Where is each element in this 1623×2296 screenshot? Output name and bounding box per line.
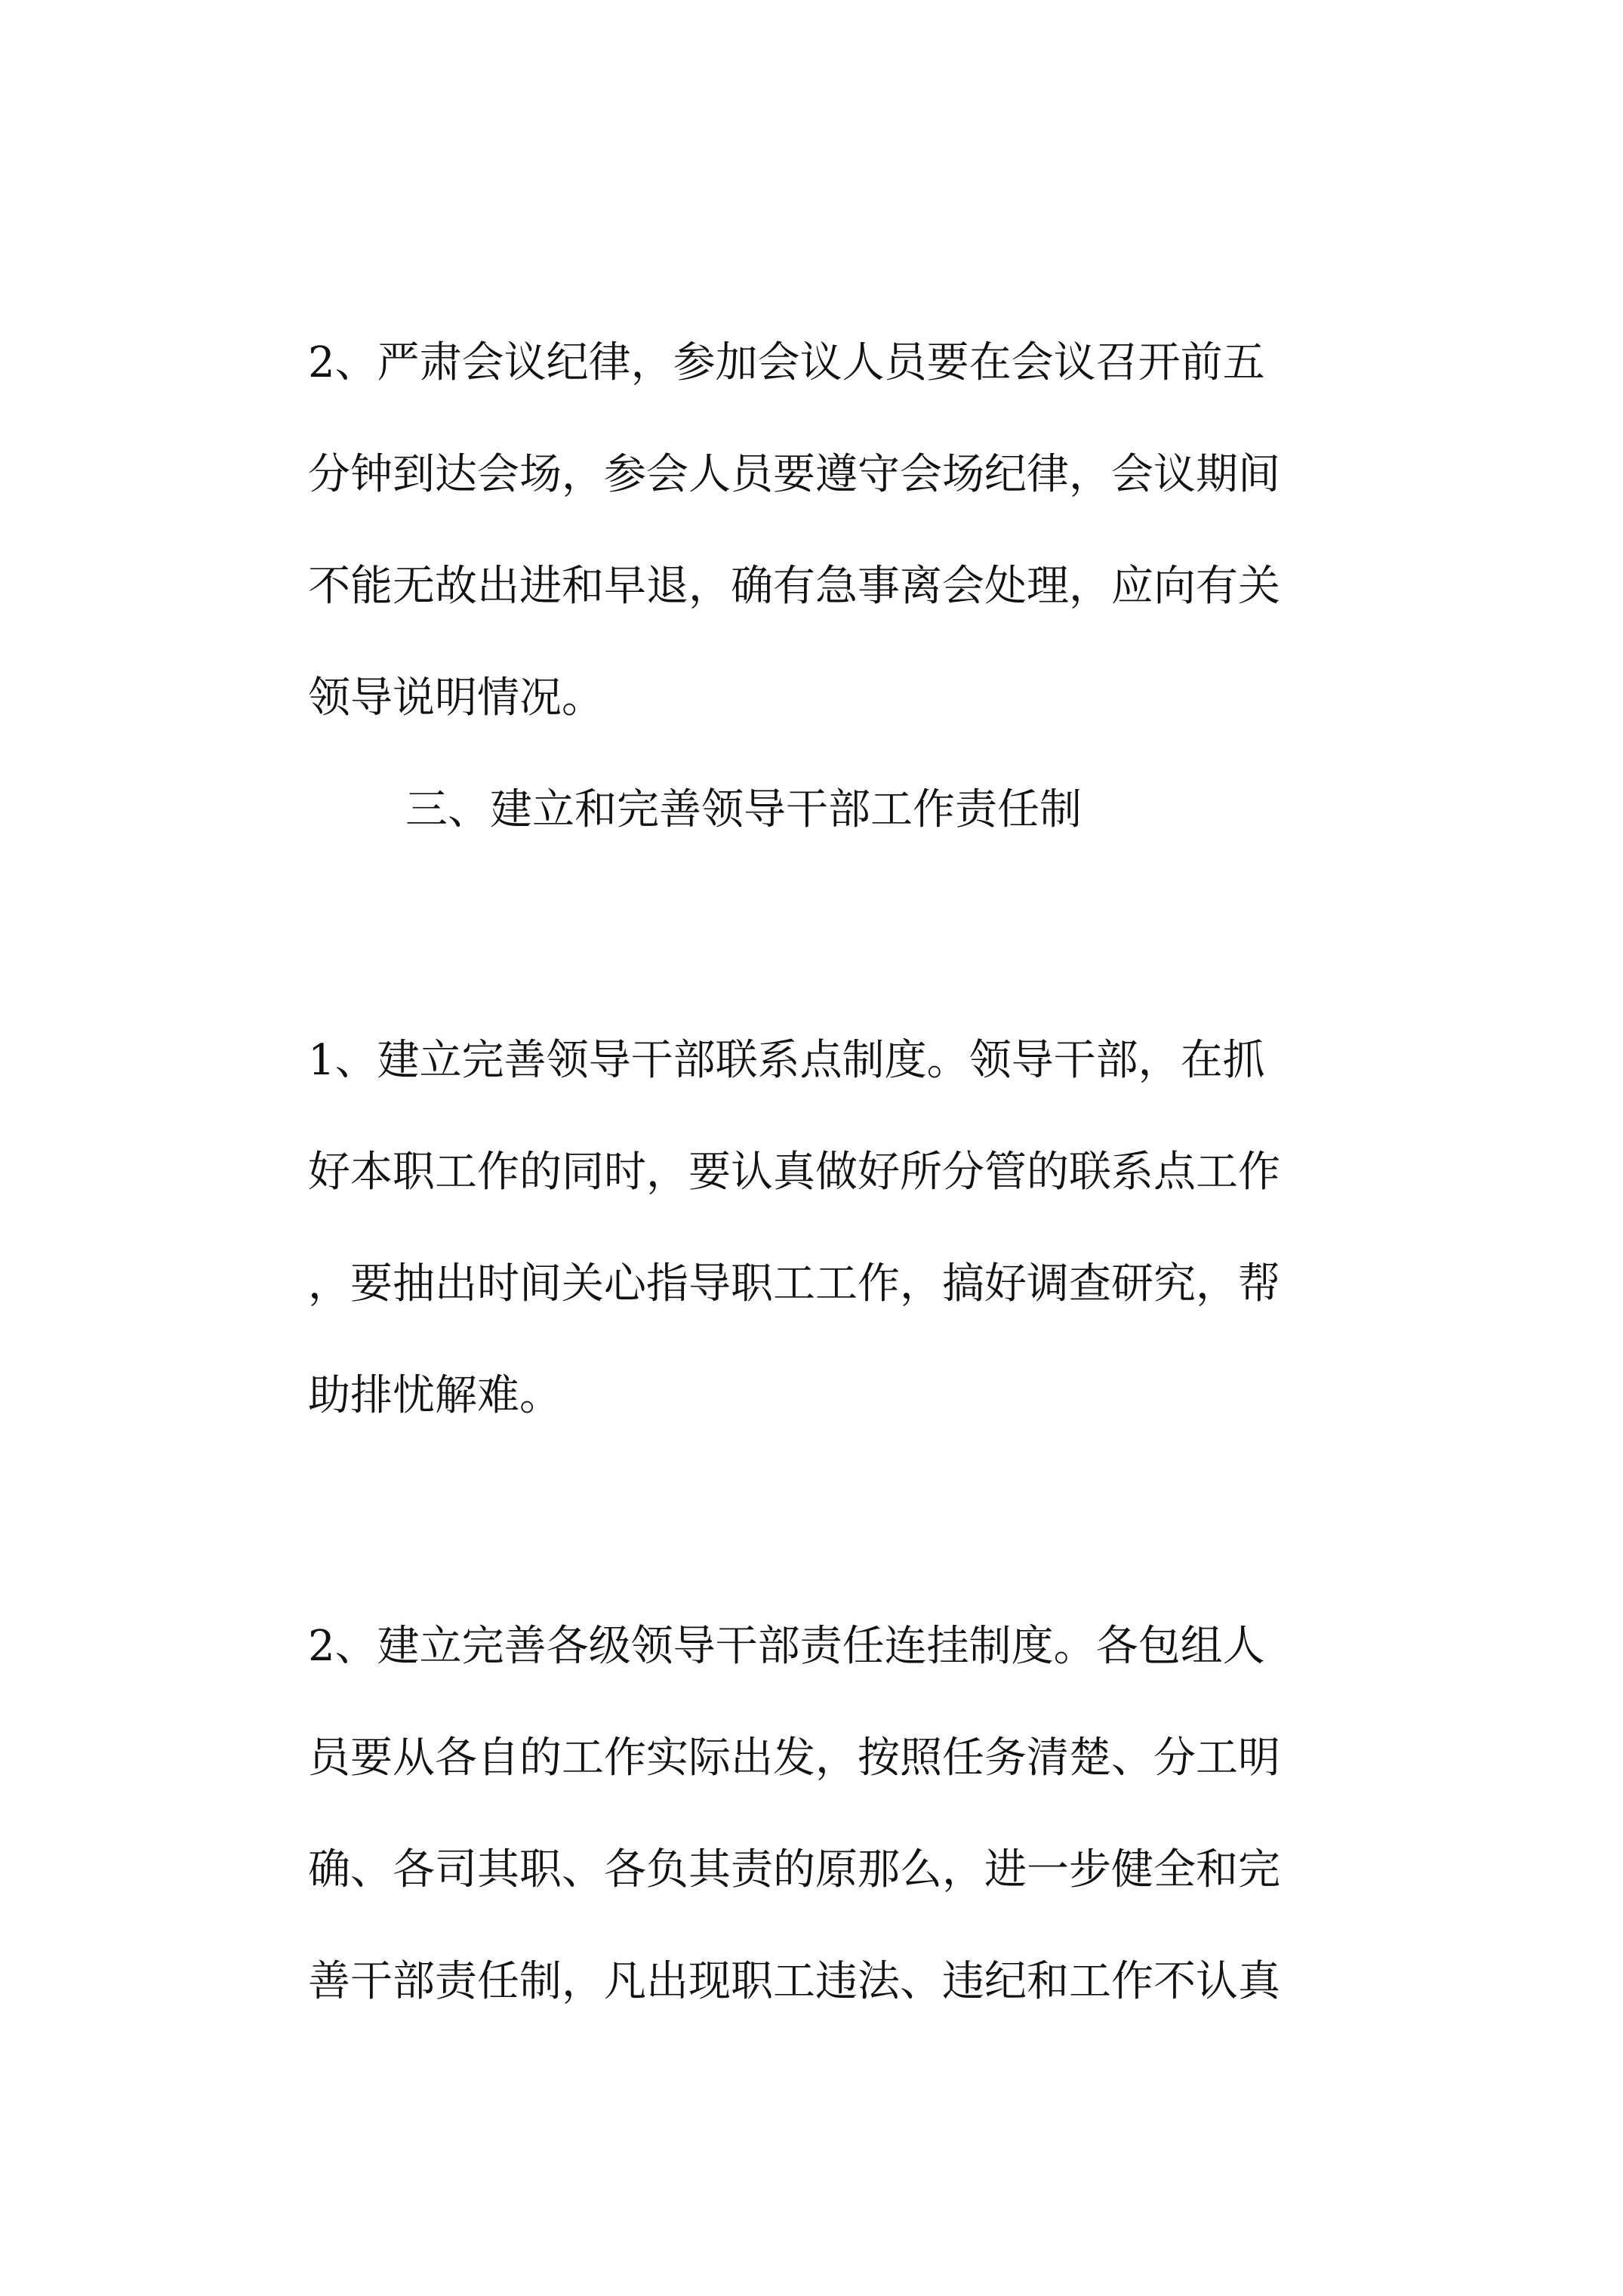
text-line: 员要从各自的工作实际出发，按照任务清楚、分工明 — [308, 1734, 1280, 1783]
text-line: ，要抽出时间关心指导职工工作，搞好调查研究，帮 — [308, 1259, 1280, 1308]
text-line: 2、建立完善各级领导干部责任连挂制度。各包组人 — [308, 1622, 1265, 1671]
text-line: 不能无故出进和早退，确有急事离会处理，应向有关 — [308, 562, 1280, 611]
text-line: 好本职工作的同时，要认真做好所分管的联系点工作 — [308, 1148, 1280, 1197]
text-line: 助排忧解难。 — [308, 1371, 562, 1420]
section-heading: 三、建立和完善领导干部工作责任制 — [405, 785, 1082, 834]
text-line: 善干部责任制，凡出现职工违法、违纪和工作不认真 — [308, 1957, 1280, 2006]
text-line: 1、建立完善领导干部联系点制度。领导干部，在抓 — [308, 1036, 1265, 1085]
text-line: 确、各司其职、各负其责的原那么，进一步健全和完 — [308, 1845, 1280, 1894]
text-line: 领导说明情况。 — [308, 673, 604, 723]
text-line: 分钟到达会场，参会人员要遵守会场纪律，会议期间 — [308, 450, 1280, 499]
text-line: 2、严肃会议纪律，参加会议人员要在会议召开前五 — [308, 338, 1265, 387]
